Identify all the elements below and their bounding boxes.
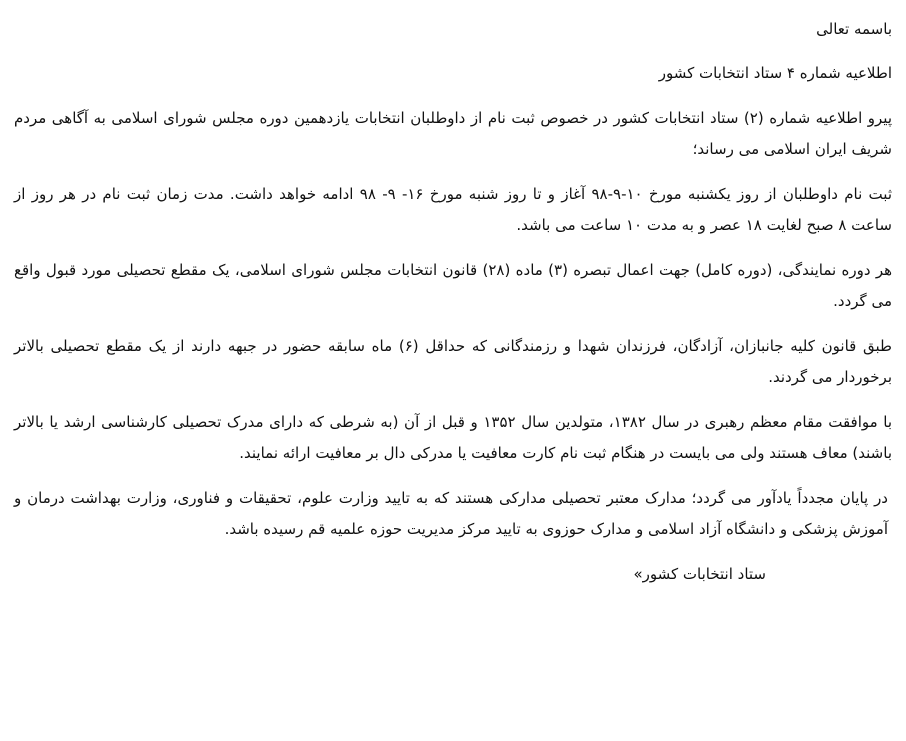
paragraph-exemption: با موافقت مقام معظم رهبری در سال ۱۳۸۲، متولدین سال ۱۳۵۲ و قبل از آن (به شرطی که دارای مدرک تحصیلی کارشناسی ارشد یا بالاتر باشند) معاف هستند ولی می بایست در هنگام ثبت نام کارت معافیت یا مدرکی دال بر معافیت ارائه نمایند. [14, 413, 892, 462]
paragraph-veterans: طبق قانون کلیه جانبازان، آزادگان، فرزندان شهدا و رزمندگانی که حداقل (۶) ماه سابقه حضور در جبهه دارند از یک مقطع تحصیلی بالاتر برخوردار می گردند. [14, 337, 892, 386]
salutation: باسمه تعالی [816, 20, 892, 38]
paragraph-intro: پیرو اطلاعیه شماره (۲) ستاد انتخابات کشور در خصوص ثبت نام از داوطلبان انتخابات یازدهمین دوره مجلس شورای اسلامی به آگاهی مردم شریف ایران اسلامی می رساند؛ [14, 109, 892, 158]
paragraph-registration-dates: ثبت نام داوطلبان از روز یکشنبه مورخ ۱۰-۹-۹۸ آغاز و تا روز شنبه مورخ ۱۶- ۹- ۹۸ ادامه خواهد داشت. مدت زمان ثبت نام در هر روز از ساعت ۸ صبح لغایت ۱۸ عصر و به مدت ۱۰ ساعت می باشد. [14, 185, 892, 234]
paragraph-representation-term: هر دوره نمایندگی، (دوره کامل) جهت اعمال تبصره (۳) ماده (۲۸) قانون انتخابات مجلس شورای اسلامی، یک مقطع تحصیلی مورد قبول واقع می گردد. [14, 261, 893, 310]
announcement-title: اطلاعیه شماره ۴ ستاد انتخابات کشور [658, 64, 892, 82]
paragraph-valid-documents: در پایان مجدداً یادآور می گردد؛ مدارک معتبر تحصیلی مدارکی هستند که به تایید وزارت علوم، تحقیقات و فناوری، وزارت بهداشت درمان و آموزش پزشکی و دانشگاه آزاد اسلامی و مدارک حوزوی به تایید مرکز مدیریت حوزه علمیه قم رسیده باشد. [14, 489, 888, 538]
signature: ستاد انتخابات کشور» [633, 565, 766, 583]
